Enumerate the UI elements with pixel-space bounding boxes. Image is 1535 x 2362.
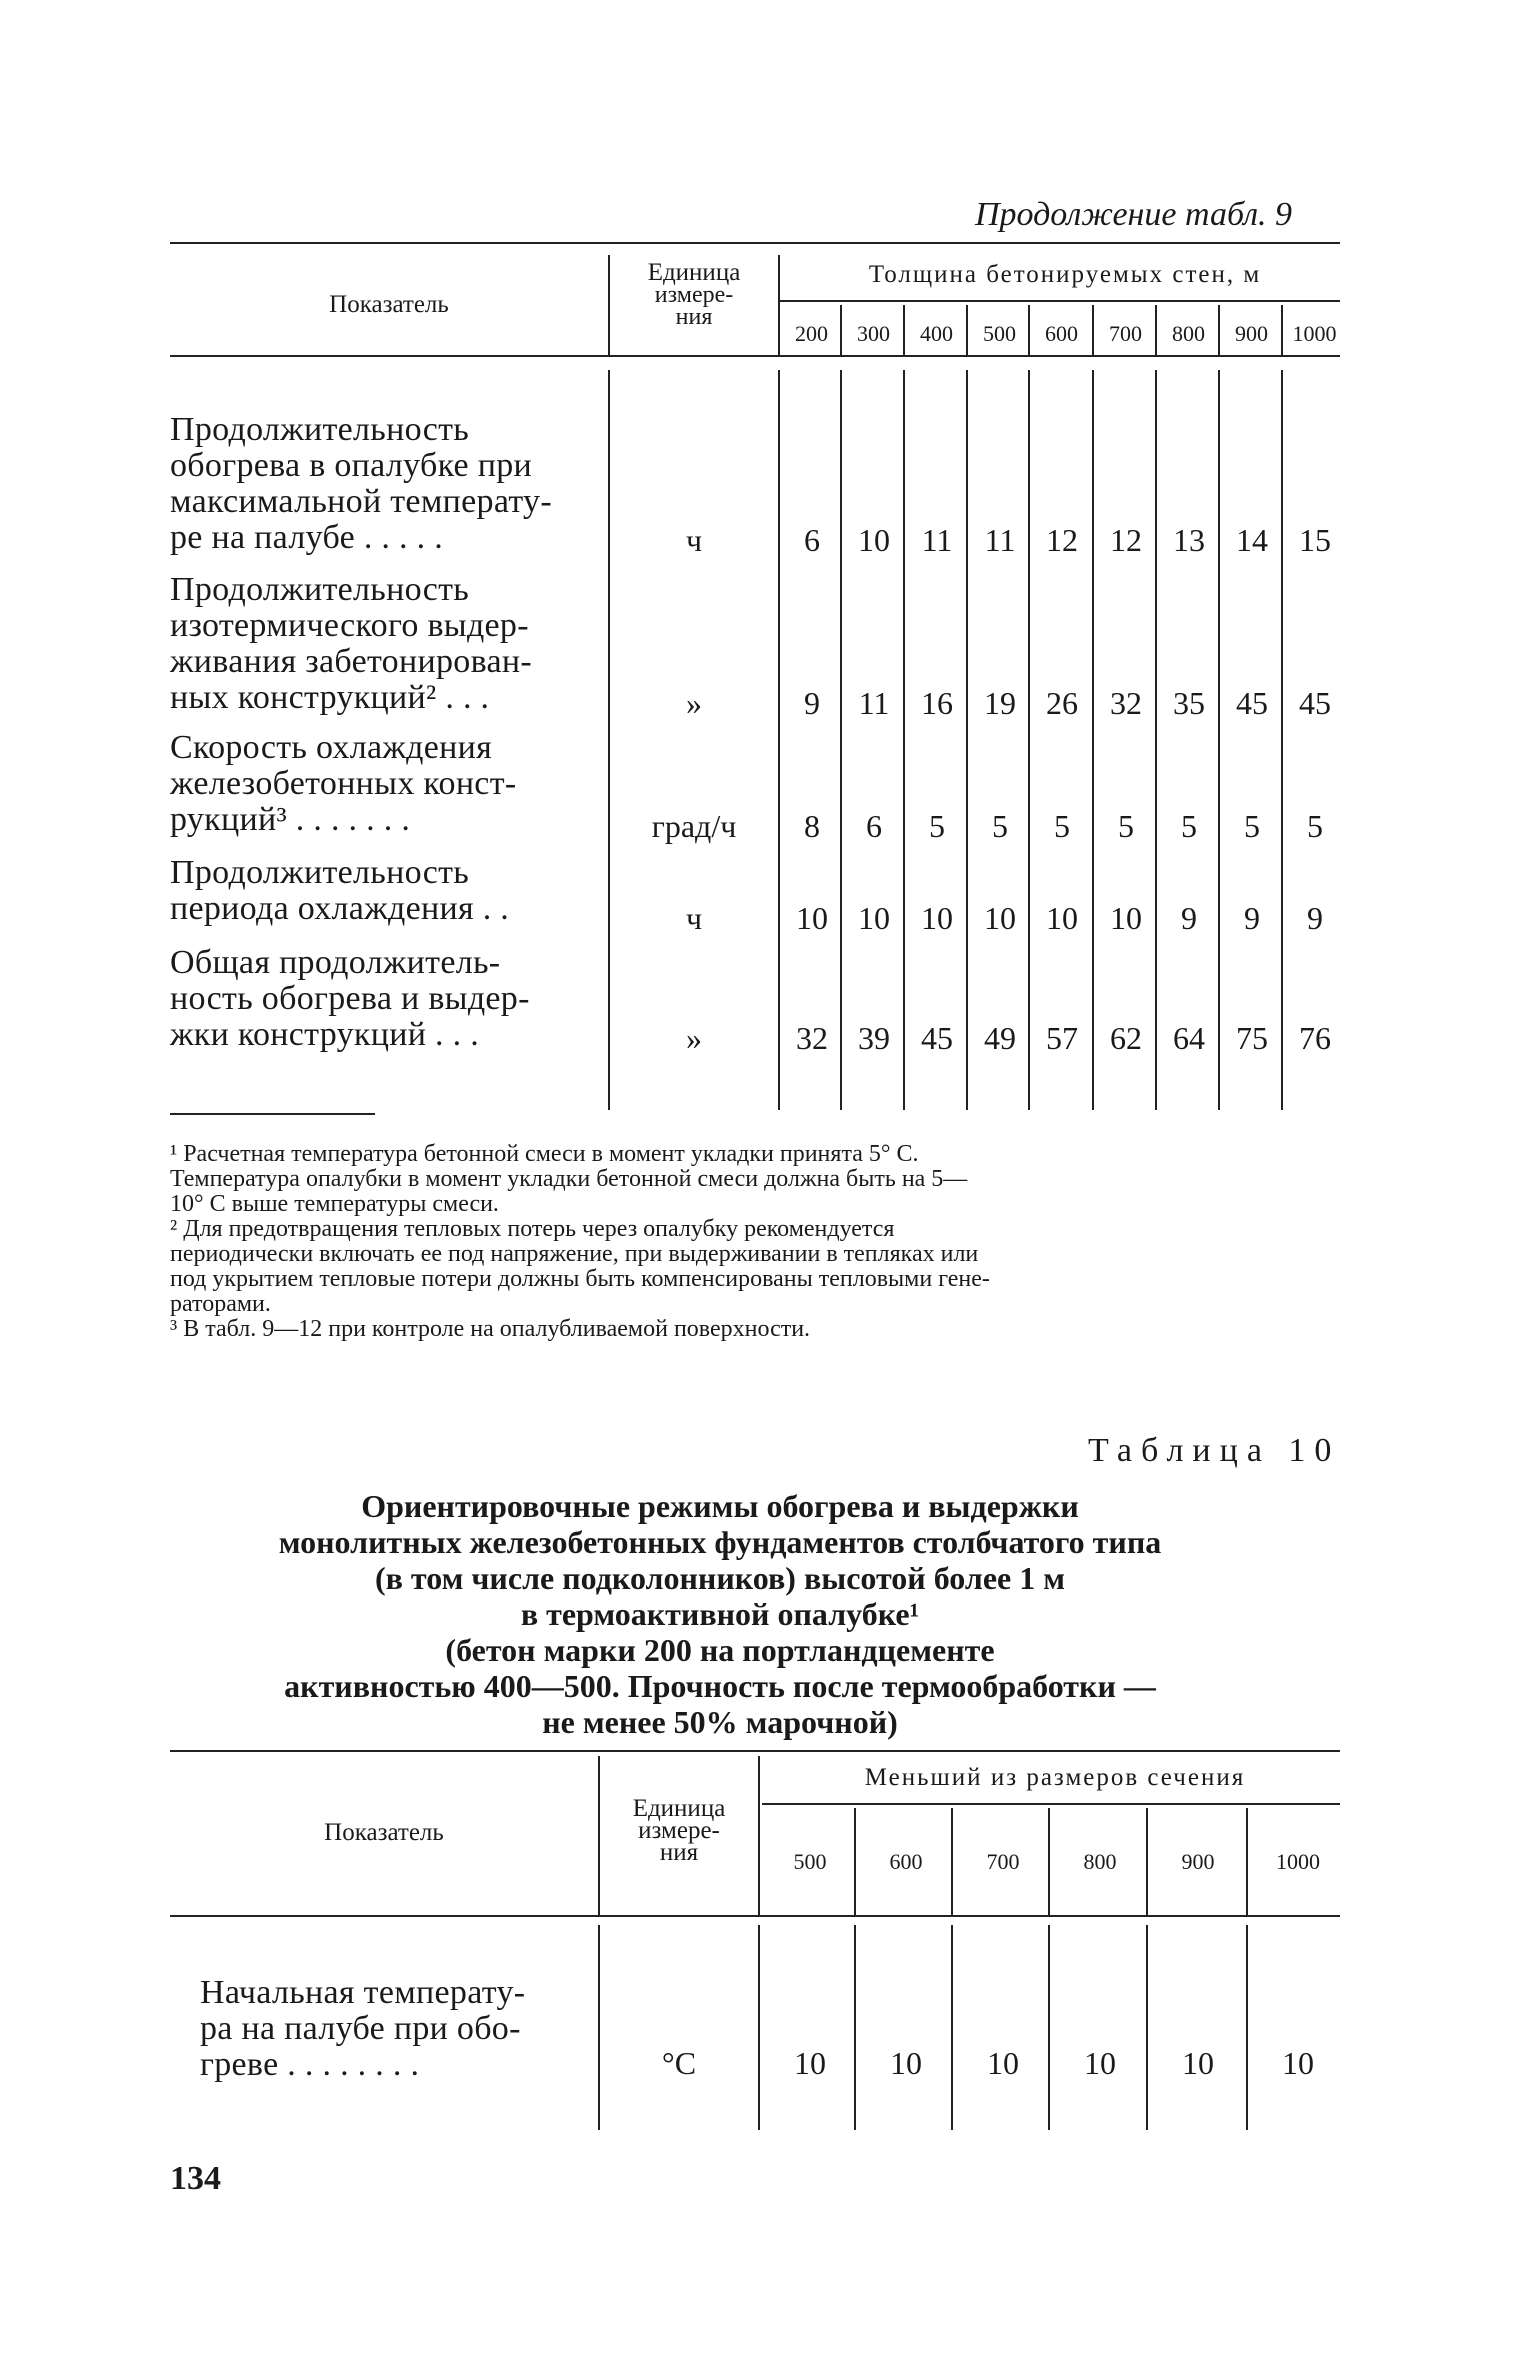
cell-value: 10 xyxy=(987,2045,1019,2081)
size-800: 800 xyxy=(1083,1849,1117,1874)
header-indicator-10: Показатель xyxy=(324,1819,444,1846)
thickness-700: 700 xyxy=(1109,321,1142,346)
thickness-300: 300 xyxy=(857,321,890,346)
header-size-group: Меньший из размеров сечения xyxy=(864,1764,1246,1791)
cell-value: 10 xyxy=(1110,900,1142,936)
cell-value: 10 xyxy=(921,900,953,936)
cell-value: 5 xyxy=(1244,808,1260,844)
row-unit: град/ч xyxy=(651,808,737,844)
row-unit: » xyxy=(686,1020,702,1056)
row-unit: ч xyxy=(685,900,703,936)
cell-value: 12 xyxy=(1110,522,1142,558)
row-label: Общая продолжитель- ность обогрева и выдер- жки конструкций . . . xyxy=(170,944,530,1053)
footnote-1-line-3: 10° С выше температуры смеси. xyxy=(170,1191,499,1217)
cell-value: 39 xyxy=(858,1020,890,1056)
size-1000: 1000 xyxy=(1276,1849,1320,1874)
cell-value: 5 xyxy=(1307,808,1323,844)
cell-value: 15 xyxy=(1299,522,1331,558)
table-10-label: Таблица 10 xyxy=(1088,1432,1341,1469)
header-unit-10: Единица измере- ния xyxy=(632,1795,726,1866)
cell-value: 57 xyxy=(1046,1020,1078,1056)
footnote-1-line-1: ¹ Расчетная температура бетонной смеси в момент укладки принята 5° С. xyxy=(170,1141,919,1167)
cell-value: 10 xyxy=(858,522,890,558)
thickness-800: 800 xyxy=(1172,321,1205,346)
footnotes xyxy=(170,1142,1340,1342)
header-indicator: Показатель xyxy=(329,291,449,318)
cell-value: 5 xyxy=(1054,808,1070,844)
cell-value: 9 xyxy=(1244,900,1260,936)
thickness-900: 900 xyxy=(1235,321,1268,346)
footnote-1-line-2: Температура опалубки в момент укладки бетонной смеси должна быть на 5— xyxy=(170,1166,968,1192)
cell-value: 10 xyxy=(984,900,1016,936)
header-unit: Единица измере- ния xyxy=(647,259,741,330)
table-continuation-label: Продолжение табл. 9 xyxy=(975,196,1293,233)
footnote-rule xyxy=(170,1113,375,1115)
cell-value: 5 xyxy=(929,808,945,844)
cell-value: 10 xyxy=(858,900,890,936)
cell-value: 10 xyxy=(796,900,828,936)
thickness-600: 600 xyxy=(1045,321,1078,346)
cell-value: 14 xyxy=(1236,522,1268,558)
cell-value: 6 xyxy=(866,808,882,844)
cell-value: 75 xyxy=(1236,1020,1268,1056)
cell-value: 9 xyxy=(1181,900,1197,936)
cell-value: 16 xyxy=(921,685,953,721)
thickness-1000: 1000 xyxy=(1292,321,1337,346)
footnote-2-line-3: под укрытием тепловые потери должны быть компенсированы тепловыми гене- xyxy=(170,1266,990,1292)
cell-value: 10 xyxy=(890,2045,922,2081)
cell-value: 12 xyxy=(1046,522,1078,558)
cell-value: 5 xyxy=(1181,808,1197,844)
row-label: Скорость охлаждения железобетонных конст- рукций³ . . . . . . . xyxy=(170,729,517,838)
cell-value: 10 xyxy=(794,2045,826,2081)
thickness-400: 400 xyxy=(920,321,953,346)
cell-value: 6 xyxy=(804,522,820,558)
row-unit: ч xyxy=(685,522,703,558)
thickness-200: 200 xyxy=(795,321,828,346)
header-thickness-group: Толщина бетонируемых стен, м xyxy=(868,261,1262,288)
cell-value: 76 xyxy=(1299,1020,1331,1056)
size-500: 500 xyxy=(793,1849,827,1874)
size-900: 900 xyxy=(1181,1849,1215,1874)
row-label: Продолжительность изотермического выдер- живания забетонирован- ных конструкций² . . . xyxy=(170,571,532,716)
cell-value: 49 xyxy=(984,1020,1016,1056)
cell-value: 10 xyxy=(1084,2045,1116,2081)
cell-value: 10 xyxy=(1282,2045,1314,2081)
row-label: Начальная температу- ра на палубе при обо- греве . . . . . . . . xyxy=(200,1974,526,2083)
size-600: 600 xyxy=(889,1849,923,1874)
cell-value: 45 xyxy=(1299,685,1331,721)
cell-value: 11 xyxy=(984,522,1016,558)
cell-value: 5 xyxy=(992,808,1008,844)
cell-value: 10 xyxy=(1046,900,1078,936)
cell-value: 9 xyxy=(1307,900,1323,936)
cell-value: 45 xyxy=(921,1020,953,1056)
footnote-2-line-4: раторами. xyxy=(170,1291,271,1317)
footnote-2-line-1: ² Для предотвращения тепловых потерь через опалубку рекомендуется xyxy=(170,1216,895,1242)
cell-value: 5 xyxy=(1118,808,1134,844)
cell-value: 13 xyxy=(1173,522,1205,558)
footnote-3: ³ В табл. 9—12 при контроле на опалубливаемой поверхности. xyxy=(170,1316,811,1342)
row-label: Продолжительность периода охлаждения . . xyxy=(170,854,510,927)
thickness-500: 500 xyxy=(983,321,1016,346)
cell-value: 26 xyxy=(1046,685,1078,721)
cell-value: 11 xyxy=(858,685,890,721)
table-10-title: Ориентировочные режимы обогрева и выдержки монолитных железобетонных фундаментов столбчатого типа (в том числе подколонников) высотой более 1 м в термоактивной опалубке¹ (бетон марки 200 на портландцементе активностью 400—500. Прочность после термообработки — не менее 50% марочной) xyxy=(278,1488,1162,1740)
footnote-2-line-2: периодически включать ее под напряжение, при выдерживании в тепляках или xyxy=(170,1241,979,1267)
cell-value: 10 xyxy=(1182,2045,1214,2081)
cell-value: 62 xyxy=(1110,1020,1142,1056)
cell-value: 32 xyxy=(1110,685,1142,721)
cell-value: 9 xyxy=(804,685,820,721)
cell-value: 35 xyxy=(1173,685,1205,721)
cell-value: 19 xyxy=(984,685,1016,721)
size-700: 700 xyxy=(986,1849,1020,1874)
row-unit: » xyxy=(686,685,702,721)
cell-value: 8 xyxy=(804,808,820,844)
cell-value: 32 xyxy=(796,1020,828,1056)
cell-value: 45 xyxy=(1236,685,1268,721)
row-label: Продолжительность обогрева в опалубке при максимальной температу- ре на палубе . . . . . xyxy=(170,411,552,556)
row-unit: °С xyxy=(661,2045,697,2081)
page-number: 134 xyxy=(170,2160,221,2197)
cell-value: 11 xyxy=(921,522,953,558)
cell-value: 64 xyxy=(1173,1020,1205,1056)
